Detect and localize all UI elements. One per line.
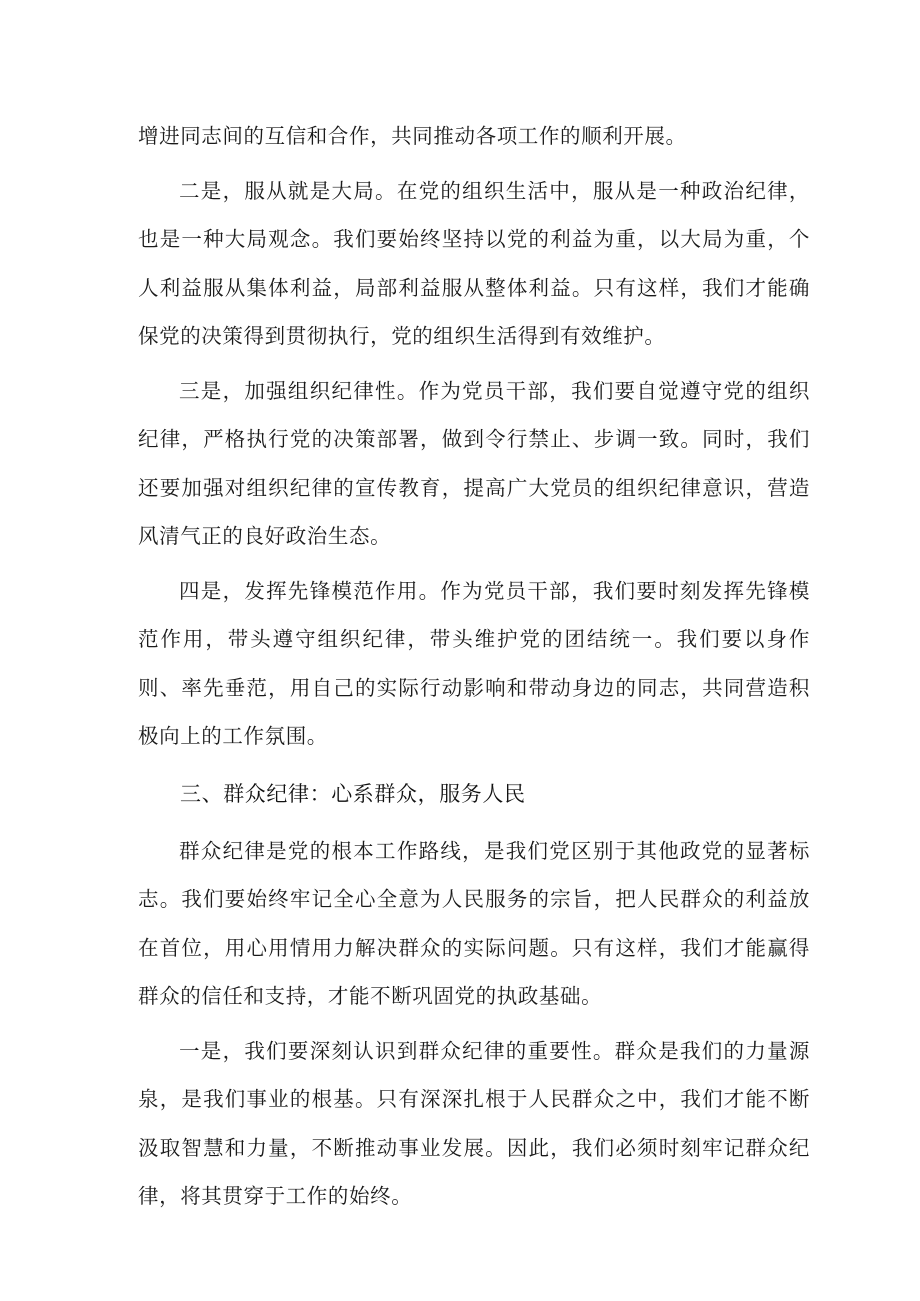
paragraph-continuation: 增进同志间的互信和合作，共同推动各项工作的顺利开展。	[138, 124, 687, 148]
paragraph-point-two: 二是，服从就是大局。在党的组织生活中，服从是一种政治纪律，也是一种大局观念。我们要始终坚持以党的利益为重，以大局为重，个人利益服从集体利益，局部利益服从整体利益。只有这样，我们才能确保党的决策得到贯彻执行，党的组织生活得到有效维护。	[138, 178, 810, 348]
section-heading: 三、群众纪律：心系群众，服务人民	[180, 781, 526, 806]
paragraph-section-point-one: 一是，我们要深刻认识到群众纪律的重要性。群众是我们的力量源泉，是我们事业的根基。只有深深扎根于人民群众之中，我们才能不断汲取智慧和力量，不断推动事业发展。因此，我们必须时刻牢记群众纪律，将其贯穿于工作的始终。	[138, 1038, 810, 1208]
paragraph-point-four: 四是，发挥先锋模范作用。作为党员干部，我们要时刻发挥先锋模范作用，带头遵守组织纪律，带头维护党的团结统一。我们要以身作则、率先垂范，用自己的实际行动影响和带动身边的同志，共同营造积极向上的工作氛围。	[138, 578, 810, 748]
paragraph-section-intro: 群众纪律是党的根本工作路线，是我们党区别于其他政党的显著标志。我们要始终牢记全心全意为人民服务的宗旨，把人民群众的利益放在首位，用心用情用力解决群众的实际问题。只有这样，我们才能赢得群众的信任和支持，才能不断巩固党的执政基础。	[138, 838, 810, 1008]
paragraph-point-three: 三是，加强组织纪律性。作为党员干部，我们要自觉遵守党的组织纪律，严格执行党的决策部署，做到令行禁止、步调一致。同时，我们还要加强对组织纪律的宣传教育，提高广大党员的组织纪律意识，营造风清气正的良好政治生态。	[138, 378, 810, 548]
document-body	[138, 112, 810, 1227]
